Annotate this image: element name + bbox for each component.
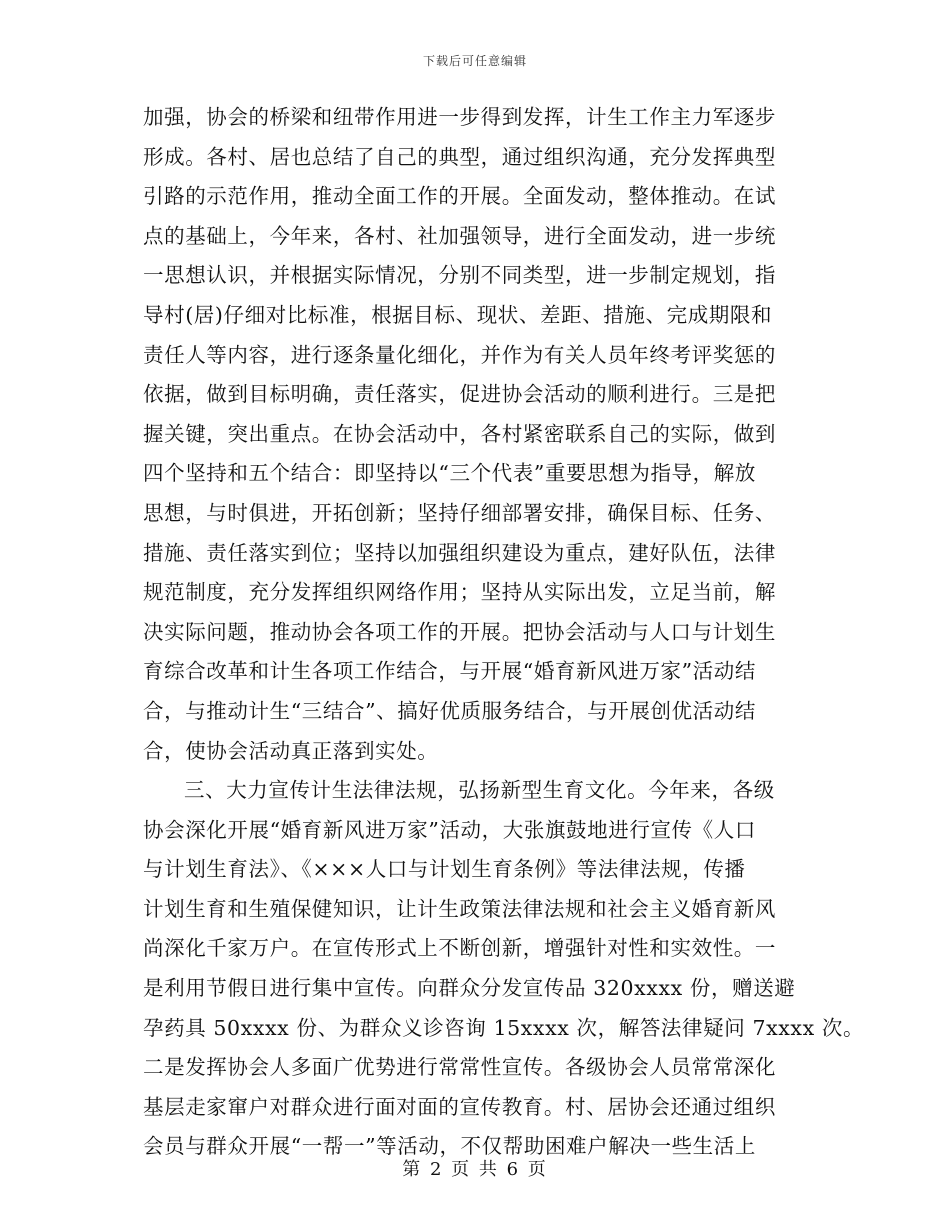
text-line: 点的基础上，今年来，各村、社加强领导，进行全面发动，进一步统 (143, 223, 776, 248)
text-line: 握关键，突出重点。在协会活动中，各村紧密联系自己的实际，做到 (143, 421, 776, 446)
text-line: 孕药具 50xxxx 份、为群众义诊咨询 15xxxx 次，解答法律疑问 7xxxx 次。 (143, 1015, 865, 1040)
text-line: 是利用节假日进行集中宣传。向群众分发宣传品 320xxxx 份，赠送避 (143, 976, 796, 1001)
text-line: 协会深化开展“婚育新风进万家”活动，大张旗鼓地进行宣传《人口 (143, 817, 756, 842)
text-line: 合，使协会活动真正落到实处。 (143, 738, 439, 763)
paragraph (143, 98, 823, 771)
page-header: 下载后可任意编辑 (422, 54, 527, 68)
text-line: 思想，与时俱进，开拓创新；坚持仔细部署安排，确保目标、任务、 (143, 500, 776, 525)
text-line: 育综合改革和计生各项工作结合，与开展“婚育新风进万家”活动结 (143, 659, 756, 684)
text-line: 形成。各村、居也总结了自己的典型，通过组织沟通，充分发挥典型 (143, 144, 776, 169)
text-line: 导村(居)仔细对比标准，根据目标、现状、差距、措施、完成期限和 (143, 302, 773, 327)
text-line: 会员与群众开展“一帮一”等活动，不仅帮助困难户解决一些生活上 (143, 1134, 756, 1159)
text-line: 尚深化千家万户。在宣传形式上不断创新，增强针对性和实效性。一 (143, 936, 776, 961)
text-line: 引路的示范作用，推动全面工作的开展。全面发动，整体推动。在试 (143, 184, 776, 209)
text-line: 计划生育和生殖保健知识，让计生政策法律法规和社会主义婚育新风 (143, 896, 776, 921)
text-line: 责任人等内容，进行逐条量化细化，并作为有关人员年终考评奖惩的 (143, 342, 776, 367)
text-line: 一思想认识，并根据实际情况，分别不同类型，进一步制定规划，指 (143, 263, 776, 288)
text-line: 依据，做到目标明确，责任落实，促进协会活动的顺利进行。三是把 (143, 382, 776, 407)
text-line: 措施、责任落实到位；坚持以加强组织建设为重点，建好队伍，法律 (143, 540, 776, 565)
page-footer: 第 2 页 共 6 页 (402, 1159, 548, 1180)
text-line: 三、大力宣传计生法律法规，弘扬新型生育文化。今年来，各级 (184, 778, 775, 803)
text-line: 合，与推动计生“三结合”、搞好优质服务结合，与开展创优活动结 (143, 698, 756, 723)
text-line: 规范制度，充分发挥组织网络作用；坚持从实际出发，立足当前，解 (143, 580, 776, 605)
text-line: 四个坚持和五个结合：即坚持以“三个代表”重要思想为指导，解放 (143, 461, 756, 486)
text-line: 决实际问题，推动协会各项工作的开展。把协会活动与人口与计划生 (143, 619, 776, 644)
paragraph (143, 771, 865, 1167)
document-body (143, 98, 865, 1167)
text-line: 二是发挥协会人多面广优势进行常常性宣传。各级协会人员常常深化 (143, 1055, 776, 1080)
text-line: 基层走家窜户对群众进行面对面的宣传教育。村、居协会还通过组织 (143, 1094, 776, 1119)
text-line: 加强，协会的桥梁和纽带作用进一步得到发挥，计生工作主力军逐步 (143, 105, 776, 129)
text-line: 与计划生育法》、《×××人口与计划生育条例》等法律法规，传播 (143, 857, 746, 882)
